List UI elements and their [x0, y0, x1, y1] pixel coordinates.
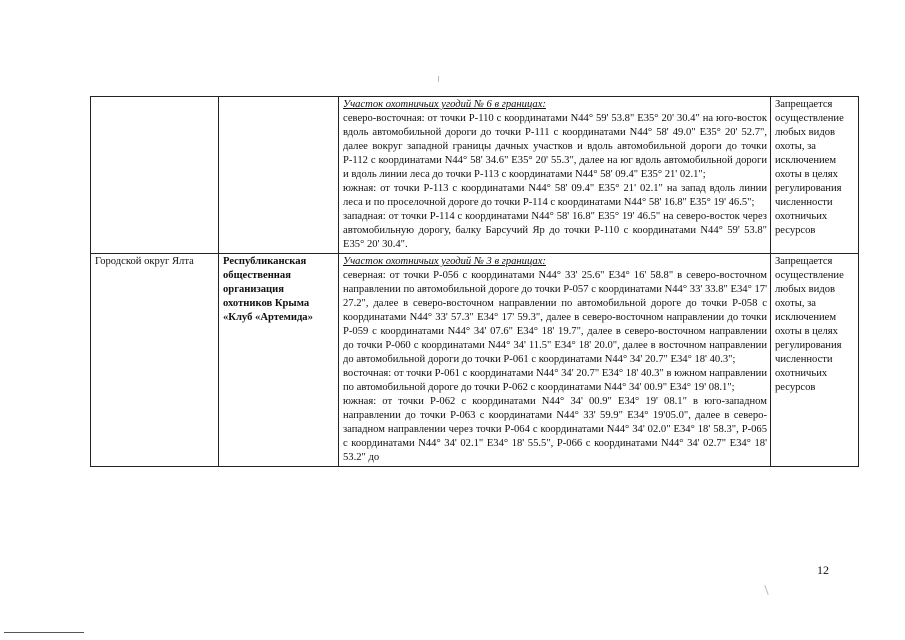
- boundary-paragraph: южная: от точки Р-062 с координатами N44° 34' 00.9" E34° 19' 08.1" в юго-западном направлении до точки Р-063 с координатами N44° 33' 59.9" E34° 19'05.0", далее в северо-западном направлении через точки Р-064 с координатами N44° 34' 02.0" E34° 18' 58.3", Р-065 с координатами N44° 34' 02.1" E34° 18' 55.5", Р-066 с координатами N44° 34' 02.7" E34° 18' 53.2" до: [343, 396, 767, 463]
- boundary-description-cell: [339, 254, 771, 467]
- restriction-note-cell: Запрещается осуществление любых видов охоты, за исключением охоты в целях регулирования численности охотничьих ресурсов: [771, 254, 859, 467]
- boundary-paragraph: восточная: от точки Р-061 с координатами N44° 34' 20.7" E34° 18' 40.3" в южном направлении по автомобильной дороге до точки Р-062 с координатами N44° 34' 00.9" E34° 19' 08.1";: [343, 368, 767, 393]
- restriction-note-cell: Запрещается осуществление любых видов охоты, за исключением охоты в целях регулирования численности охотничьих ресурсов: [771, 97, 859, 254]
- footnote-line: [4, 632, 84, 633]
- region-cell: Городской округ Ялта: [91, 254, 219, 467]
- boundary-paragraph: южная: от точки Р-113 с координатами N44° 58' 09.4" E35° 21' 02.1" на запад вдоль линии леса и по проселочной дороге до точки Р-114 с координатами N44° 58' 16.8" E35° 19' 46.5";: [343, 183, 767, 208]
- organization-cell: [219, 97, 339, 254]
- boundary-paragraph: северная: от точки Р-056 с координатами N44° 33' 25.6" E34° 16' 58.8" в северо-восточном направлении по автомобильной дороге до точки Р-057 с координатами N44° 33' 33.8" E34° 17' 27.2", далее в северо-восточном направлении по автомобильной дороге до точки Р-058 с координатами N44° 33' 57.3" E34° 17' 59.3", далее в северо-восточном направлении до точки Р-059 с координатами N44° 34' 07.6" E34° 18' 19.7", далее в северо-восточном направлении до точки Р-060 с координатами N44° 34' 11.5" E34° 18' 20.0", далее в восточном направлении до автомобильной дороги до точки Р-061 с координатами N44° 34' 20.7" E34° 18' 40.3";: [343, 270, 767, 365]
- table-row: [91, 97, 859, 254]
- scan-mark: [764, 585, 768, 595]
- section-heading: Участок охотничьих угодий № 6 в границах:: [343, 99, 546, 110]
- organization-cell: Республиканская общественная организация охотников Крыма «Клуб «Артемида»: [219, 254, 339, 467]
- page-number: 12: [817, 563, 829, 577]
- section-heading: Участок охотничьих угодий № 3 в границах:: [343, 256, 546, 267]
- page-mark: [438, 76, 439, 82]
- boundary-paragraph: северо-восточная: от точки Р-110 с координатами N44° 59' 53.8" E35° 20' 30.4" на юго-восток вдоль автомобильной дороги до точки Р-111 с координатами N44° 58' 49.0" E35° 20' 52.7", далее вокруг западной границы дачных участков и вдоль автомобильной дороги до точки Р-112 с координатами N44° 58' 34.6" E35° 20' 55.3", далее на юг вдоль автомобильной дороги и вдоль линии леса до точки Р-113 с координатами N44° 58' 09.4" E35° 21' 02.1";: [343, 113, 767, 180]
- table-row: [91, 254, 859, 467]
- region-cell: [91, 97, 219, 254]
- boundary-paragraph: западная: от точки Р-114 с координатами N44° 58' 16.8" E35° 19' 46.5" на северо-восток через автомобильную дорогу, балку Барсучий Яр до точки Р-110 с координатами N44° 59' 53.8" E35° 20' 30.4".: [343, 211, 767, 250]
- boundary-description-cell: [339, 97, 771, 254]
- hunting-grounds-table: [90, 96, 859, 467]
